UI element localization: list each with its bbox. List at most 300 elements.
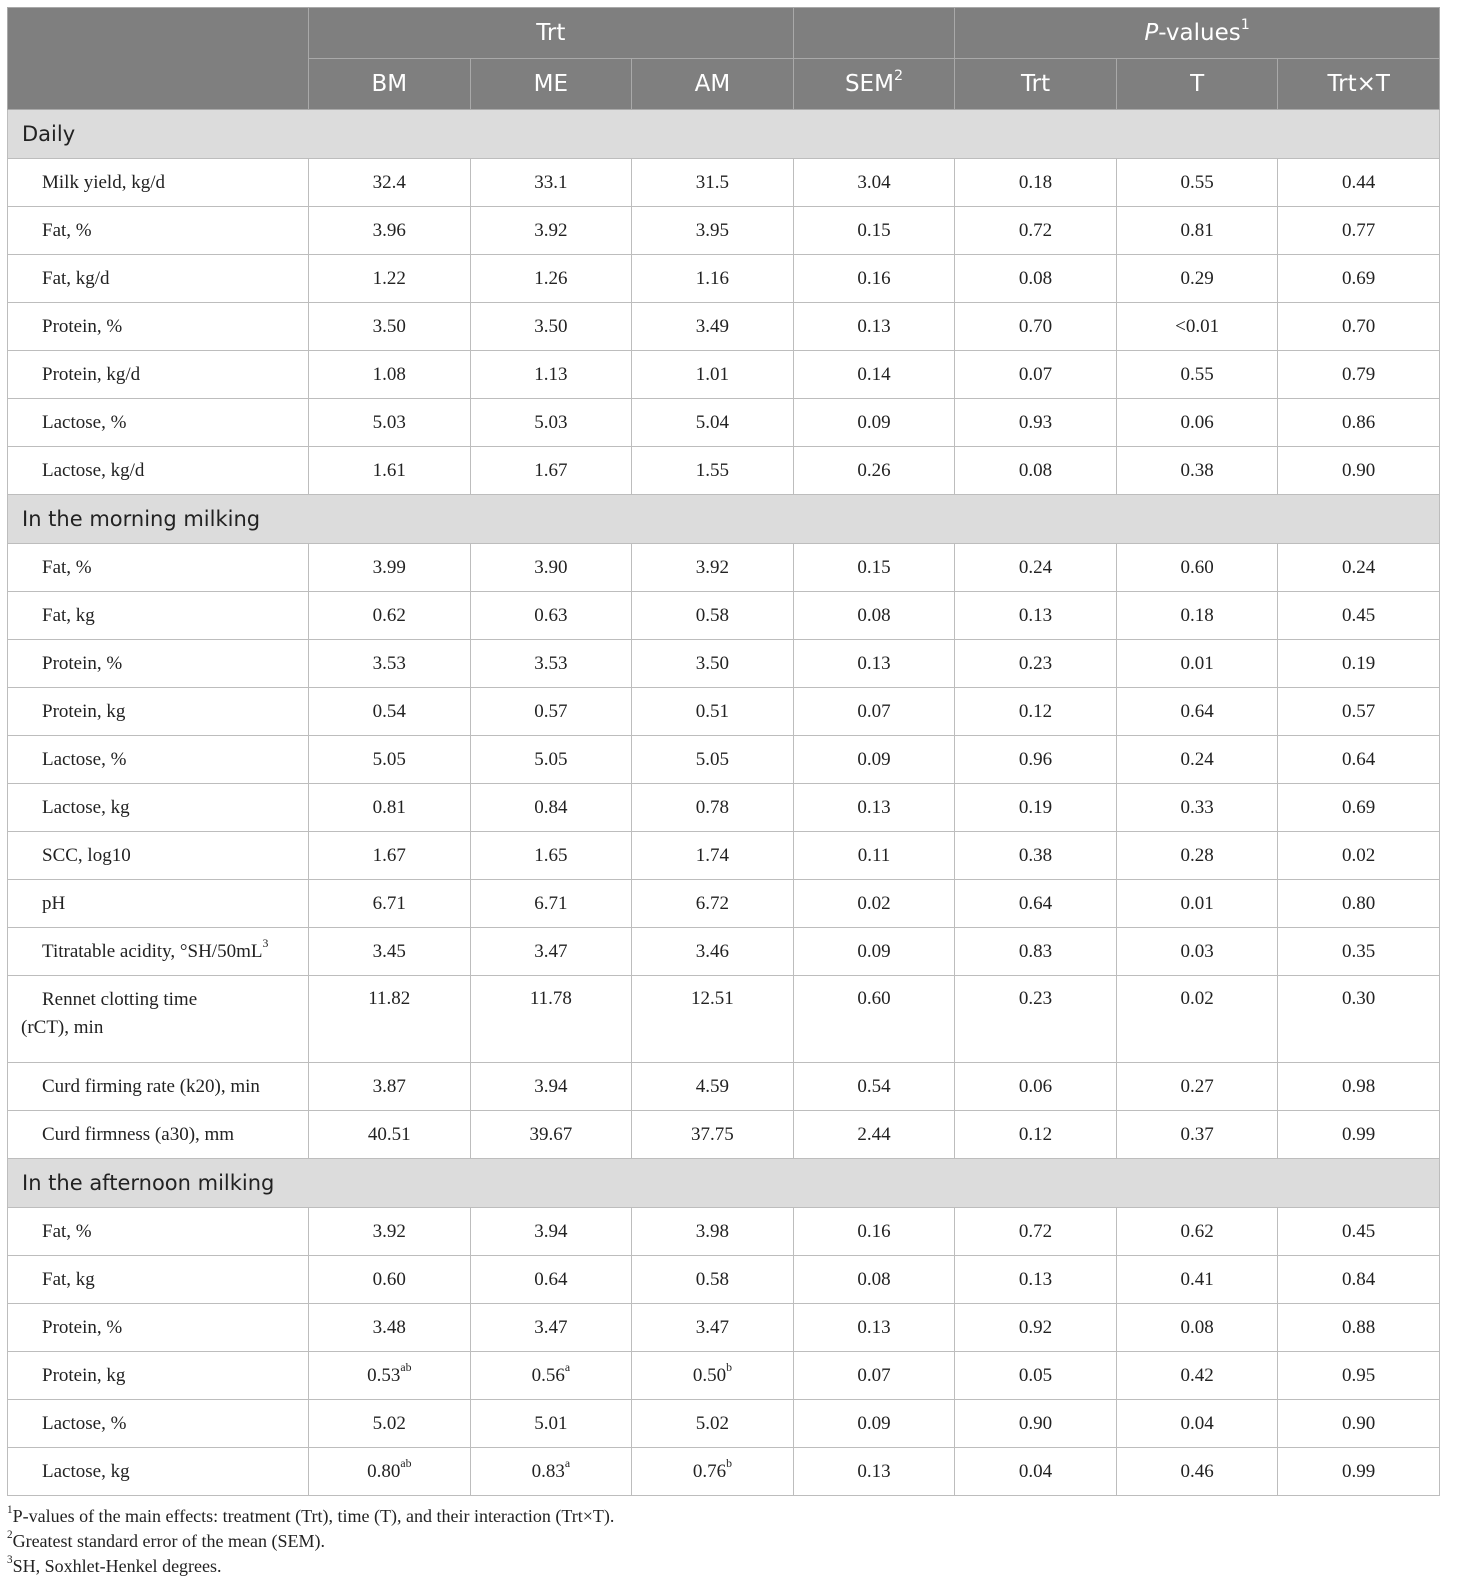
cell-me bbox=[470, 1304, 632, 1352]
table-row bbox=[8, 159, 1440, 207]
cell-value: 0.90 bbox=[1018, 1412, 1053, 1434]
cell-value: 0.02 bbox=[1180, 988, 1214, 1009]
cell-value: 0.13 bbox=[857, 1316, 891, 1338]
table-header bbox=[8, 8, 1440, 110]
cell-p-t bbox=[1116, 159, 1278, 207]
footnotes bbox=[7, 1504, 1439, 1579]
row-label-text: Fat, kg bbox=[42, 1268, 95, 1290]
section-row bbox=[8, 495, 1440, 544]
cell-sem bbox=[793, 351, 955, 399]
cell-value: 0.81 bbox=[1180, 219, 1214, 241]
cell-value: 0.13 bbox=[1018, 604, 1053, 626]
cell-value: 3.47 bbox=[534, 1316, 568, 1338]
cell-value: 0.02 bbox=[857, 892, 891, 914]
cell-sem bbox=[793, 832, 955, 880]
cell-value: 0.50 bbox=[692, 1364, 727, 1386]
row-label bbox=[8, 1063, 309, 1111]
cell-value: 5.03 bbox=[372, 411, 406, 433]
cell-p-trt-x-t bbox=[1278, 928, 1440, 976]
cell-value: 3.50 bbox=[695, 652, 730, 674]
cell-am bbox=[632, 1352, 794, 1400]
table-row bbox=[8, 544, 1440, 592]
pvalues-italic-p: P bbox=[1144, 20, 1159, 46]
cell-value: 5.05 bbox=[695, 748, 730, 770]
cell-value: 0.60 bbox=[1180, 556, 1214, 578]
cell-value: 0.90 bbox=[1342, 459, 1376, 481]
col-header-t: T bbox=[1116, 59, 1278, 110]
row-label bbox=[8, 1448, 309, 1496]
row-label bbox=[8, 784, 309, 832]
row-label-text: Curd firmness (a30), mm bbox=[42, 1123, 235, 1145]
cell-value: 32.4 bbox=[372, 171, 406, 193]
cell-am bbox=[632, 544, 794, 592]
row-label bbox=[8, 399, 309, 447]
cell-p-trt-x-t bbox=[1278, 880, 1440, 928]
cell-value: 0.53 bbox=[367, 1364, 401, 1386]
cell-value: 0.27 bbox=[1180, 1075, 1214, 1097]
cell-value: 0.69 bbox=[1342, 796, 1376, 818]
table-body bbox=[8, 110, 1440, 1496]
row-label bbox=[8, 1111, 309, 1159]
table-row bbox=[8, 1400, 1440, 1448]
table-row bbox=[8, 1111, 1440, 1159]
table-row bbox=[8, 447, 1440, 495]
cell-p-trt-x-t bbox=[1278, 1400, 1440, 1448]
cell-sem bbox=[793, 1304, 955, 1352]
row-label-text: Curd firming rate (k20), min bbox=[42, 1075, 260, 1097]
cell-value: 0.23 bbox=[1018, 988, 1053, 1009]
row-label bbox=[8, 688, 309, 736]
row-label bbox=[8, 544, 309, 592]
cell-p-trt-x-t bbox=[1278, 1256, 1440, 1304]
cell-me bbox=[470, 1111, 632, 1159]
cell-value: 5.05 bbox=[534, 748, 568, 770]
footnote-mark: 1 bbox=[7, 1504, 13, 1517]
cell-p-trt-x-t bbox=[1278, 255, 1440, 303]
cell-p-trt-x-t bbox=[1278, 592, 1440, 640]
cell-value: 0.02 bbox=[1342, 844, 1376, 866]
cell-p-t bbox=[1116, 976, 1278, 1063]
cell-am bbox=[632, 592, 794, 640]
cell-value: 3.95 bbox=[695, 219, 730, 241]
cell-bm bbox=[309, 159, 471, 207]
cell-p-t bbox=[1116, 832, 1278, 880]
row-label-text: Lactose, % bbox=[42, 411, 127, 433]
row-label bbox=[8, 880, 309, 928]
cell-value: 5.05 bbox=[372, 748, 406, 770]
row-label-text: Fat, % bbox=[42, 219, 92, 241]
cell-value: 0.64 bbox=[1342, 748, 1376, 770]
table-row bbox=[8, 207, 1440, 255]
cell-sem bbox=[793, 303, 955, 351]
row-label bbox=[8, 207, 309, 255]
cell-p-trt-x-t bbox=[1278, 207, 1440, 255]
cell-value: 0.58 bbox=[695, 604, 730, 626]
row-label-text: Lactose, kg/d bbox=[42, 459, 145, 481]
cell-p-trt-x-t bbox=[1278, 399, 1440, 447]
cell-bm bbox=[309, 1208, 471, 1256]
cell-value: 6.72 bbox=[695, 892, 730, 914]
cell-p-trt bbox=[955, 784, 1117, 832]
cell-sem bbox=[793, 736, 955, 784]
row-label bbox=[8, 255, 309, 303]
row-label bbox=[8, 976, 309, 1063]
cell-superscript: ab bbox=[400, 1457, 412, 1471]
cell-value: 0.13 bbox=[857, 796, 891, 818]
cell-p-trt bbox=[955, 1063, 1117, 1111]
cell-bm bbox=[309, 351, 471, 399]
row-label-text: Milk yield, kg/d bbox=[42, 171, 165, 193]
cell-value: 3.96 bbox=[372, 219, 406, 241]
cell-me bbox=[470, 688, 632, 736]
table-row bbox=[8, 688, 1440, 736]
row-label bbox=[8, 928, 309, 976]
cell-value: 31.5 bbox=[695, 171, 730, 193]
cell-value: 0.09 bbox=[857, 1412, 891, 1434]
cell-p-trt-x-t bbox=[1278, 976, 1440, 1063]
cell-value: 1.55 bbox=[695, 459, 730, 481]
cell-value: 3.48 bbox=[372, 1316, 406, 1338]
cell-value: 0.24 bbox=[1180, 748, 1214, 770]
cell-value: 3.53 bbox=[372, 652, 406, 674]
cell-value: 0.72 bbox=[1018, 1220, 1053, 1242]
table-row bbox=[8, 1256, 1440, 1304]
cell-value: 0.01 bbox=[1180, 892, 1214, 914]
cell-p-trt bbox=[955, 592, 1117, 640]
cell-p-trt-x-t bbox=[1278, 159, 1440, 207]
table-row bbox=[8, 784, 1440, 832]
cell-p-trt bbox=[955, 1352, 1117, 1400]
cell-p-trt bbox=[955, 640, 1117, 688]
cell-bm bbox=[309, 688, 471, 736]
cell-me bbox=[470, 832, 632, 880]
table-row bbox=[8, 399, 1440, 447]
header-group-trt: Trt bbox=[309, 8, 794, 59]
row-label-text: Protein, % bbox=[42, 652, 123, 674]
col-header-trt-x-t: Trt×T bbox=[1278, 59, 1440, 110]
cell-p-trt bbox=[955, 399, 1117, 447]
cell-value: 0.08 bbox=[857, 1268, 891, 1290]
row-label bbox=[8, 1304, 309, 1352]
cell-value: 0.84 bbox=[1342, 1268, 1376, 1290]
row-label-text: Fat, kg bbox=[42, 604, 95, 626]
cell-value: 1.67 bbox=[534, 459, 568, 481]
col-header-sem bbox=[793, 59, 955, 110]
cell-sem bbox=[793, 399, 955, 447]
cell-value: 0.11 bbox=[857, 844, 891, 866]
cell-p-trt bbox=[955, 976, 1117, 1063]
footnote-text: P-values of the main effects: treatment (Trt), time (T), and their interaction (Trt×T). bbox=[12, 1506, 615, 1526]
cell-bm bbox=[309, 1304, 471, 1352]
cell-value: 0.95 bbox=[1342, 1364, 1376, 1386]
cell-value: 0.46 bbox=[1180, 1460, 1214, 1482]
cell-value: 3.90 bbox=[534, 556, 568, 578]
row-label bbox=[8, 736, 309, 784]
cell-p-t bbox=[1116, 928, 1278, 976]
cell-p-t bbox=[1116, 1111, 1278, 1159]
cell-value: 0.12 bbox=[1018, 1123, 1053, 1145]
cell-value: 0.04 bbox=[1180, 1412, 1214, 1434]
cell-am bbox=[632, 1208, 794, 1256]
cell-bm bbox=[309, 447, 471, 495]
cell-value: 0.41 bbox=[1180, 1268, 1214, 1290]
cell-me bbox=[470, 784, 632, 832]
cell-p-trt bbox=[955, 928, 1117, 976]
cell-am bbox=[632, 928, 794, 976]
cell-value: 1.61 bbox=[372, 459, 406, 481]
cell-p-trt bbox=[955, 303, 1117, 351]
cell-value: 0.07 bbox=[857, 700, 891, 722]
cell-am bbox=[632, 1063, 794, 1111]
cell-value: 3.47 bbox=[534, 940, 568, 962]
cell-value: 0.09 bbox=[857, 940, 891, 962]
cell-value: 0.84 bbox=[534, 796, 568, 818]
cell-p-trt bbox=[955, 447, 1117, 495]
cell-sem bbox=[793, 976, 955, 1063]
section-title: In the morning milking bbox=[8, 495, 1440, 544]
cell-am bbox=[632, 640, 794, 688]
table-row bbox=[8, 592, 1440, 640]
cell-value: 0.54 bbox=[857, 1075, 891, 1097]
cell-value: 0.60 bbox=[857, 988, 891, 1009]
cell-bm bbox=[309, 303, 471, 351]
cell-p-trt bbox=[955, 544, 1117, 592]
cell-value: 1.08 bbox=[372, 363, 406, 385]
cell-sem bbox=[793, 1400, 955, 1448]
cell-value: 3.94 bbox=[534, 1075, 568, 1097]
cell-me bbox=[470, 255, 632, 303]
cell-bm bbox=[309, 784, 471, 832]
row-label bbox=[8, 1256, 309, 1304]
cell-value: 1.67 bbox=[372, 844, 406, 866]
cell-bm bbox=[309, 640, 471, 688]
cell-p-t bbox=[1116, 399, 1278, 447]
row-label-text: Lactose, kg bbox=[42, 796, 130, 818]
cell-value: 0.64 bbox=[534, 1268, 568, 1290]
cell-bm bbox=[309, 1111, 471, 1159]
cell-me bbox=[470, 976, 632, 1063]
cell-value: 1.74 bbox=[695, 844, 730, 866]
cell-value: 0.92 bbox=[1018, 1316, 1053, 1338]
cell-bm bbox=[309, 255, 471, 303]
cell-value: 0.08 bbox=[1018, 459, 1053, 481]
cell-bm bbox=[309, 1448, 471, 1496]
cell-value: 0.24 bbox=[1342, 556, 1376, 578]
cell-sem bbox=[793, 1256, 955, 1304]
cell-value: 0.03 bbox=[1180, 940, 1214, 962]
cell-p-trt bbox=[955, 1208, 1117, 1256]
cell-sem bbox=[793, 255, 955, 303]
cell-value: 1.13 bbox=[534, 363, 568, 385]
row-label bbox=[8, 640, 309, 688]
cell-value: 0.64 bbox=[1018, 892, 1053, 914]
cell-p-trt bbox=[955, 351, 1117, 399]
cell-value: 0.98 bbox=[1342, 1075, 1376, 1097]
cell-value: 0.29 bbox=[1180, 267, 1214, 289]
cell-me bbox=[470, 1063, 632, 1111]
table-row bbox=[8, 351, 1440, 399]
cell-p-trt-x-t bbox=[1278, 1352, 1440, 1400]
cell-value: 0.26 bbox=[857, 459, 891, 481]
table-row bbox=[8, 1304, 1440, 1352]
cell-bm bbox=[309, 928, 471, 976]
cell-value: 0.56 bbox=[531, 1364, 565, 1386]
cell-value: 0.07 bbox=[857, 1364, 891, 1386]
cell-value: 3.50 bbox=[534, 315, 568, 337]
cell-value: 0.57 bbox=[1342, 700, 1376, 722]
header-corner-cell bbox=[8, 8, 309, 110]
cell-value: 0.60 bbox=[372, 1268, 406, 1290]
row-label bbox=[8, 1400, 309, 1448]
table-row bbox=[8, 640, 1440, 688]
cell-p-t bbox=[1116, 784, 1278, 832]
cell-value: 0.58 bbox=[695, 1268, 730, 1290]
cell-value: 0.14 bbox=[857, 363, 891, 385]
cell-p-trt-x-t bbox=[1278, 1208, 1440, 1256]
cell-bm bbox=[309, 832, 471, 880]
pvalues-rest: -values bbox=[1158, 20, 1241, 46]
cell-value: 0.99 bbox=[1342, 1123, 1376, 1145]
cell-sem bbox=[793, 1352, 955, 1400]
cell-value: 0.77 bbox=[1342, 219, 1376, 241]
cell-p-trt-x-t bbox=[1278, 303, 1440, 351]
cell-value: 0.13 bbox=[857, 652, 891, 674]
milk-composition-table bbox=[7, 7, 1440, 1496]
cell-value: 0.05 bbox=[1018, 1364, 1053, 1386]
cell-value: 0.38 bbox=[1018, 844, 1053, 866]
cell-value: 3.47 bbox=[695, 1316, 730, 1338]
cell-bm bbox=[309, 592, 471, 640]
cell-value: 0.70 bbox=[1342, 315, 1376, 337]
cell-p-t bbox=[1116, 303, 1278, 351]
cell-p-t bbox=[1116, 880, 1278, 928]
cell-value: 0.15 bbox=[857, 556, 891, 578]
cell-value: 5.03 bbox=[534, 411, 568, 433]
cell-value: 0.35 bbox=[1342, 940, 1376, 962]
cell-p-trt bbox=[955, 1111, 1117, 1159]
cell-sem bbox=[793, 592, 955, 640]
cell-value: 3.92 bbox=[372, 1220, 406, 1242]
cell-value: 0.86 bbox=[1342, 411, 1376, 433]
cell-sem bbox=[793, 1063, 955, 1111]
cell-am bbox=[632, 447, 794, 495]
cell-value: 1.65 bbox=[534, 844, 568, 866]
cell-value: 3.45 bbox=[372, 940, 406, 962]
cell-p-trt-x-t bbox=[1278, 1111, 1440, 1159]
cell-value: 3.92 bbox=[534, 219, 568, 241]
cell-value: 0.55 bbox=[1180, 363, 1214, 385]
row-label bbox=[8, 832, 309, 880]
cell-value: 1.01 bbox=[695, 363, 730, 385]
sem-footnote-mark: 2 bbox=[893, 68, 904, 85]
cell-value: 0.80 bbox=[367, 1460, 401, 1482]
cell-bm bbox=[309, 1063, 471, 1111]
cell-p-trt-x-t bbox=[1278, 640, 1440, 688]
cell-superscript: a bbox=[564, 1457, 571, 1471]
table-row bbox=[8, 255, 1440, 303]
cell-me bbox=[470, 928, 632, 976]
cell-p-trt-x-t bbox=[1278, 351, 1440, 399]
cell-value: 0.09 bbox=[857, 748, 891, 770]
row-label bbox=[8, 351, 309, 399]
row-label-text: pH bbox=[42, 892, 66, 914]
table-row bbox=[8, 1063, 1440, 1111]
cell-p-trt-x-t bbox=[1278, 544, 1440, 592]
cell-value: 33.1 bbox=[534, 171, 568, 193]
cell-am bbox=[632, 303, 794, 351]
cell-me bbox=[470, 1256, 632, 1304]
table-row bbox=[8, 928, 1440, 976]
cell-me bbox=[470, 1400, 632, 1448]
footnote-text: SH, Soxhlet-Henkel degrees. bbox=[12, 1556, 222, 1576]
row-label-text: Protein, % bbox=[42, 315, 123, 337]
cell-p-trt bbox=[955, 688, 1117, 736]
row-label-text: Lactose, % bbox=[42, 748, 127, 770]
cell-value: 6.71 bbox=[534, 892, 568, 914]
cell-p-trt-x-t bbox=[1278, 784, 1440, 832]
row-label bbox=[8, 1208, 309, 1256]
cell-value: 0.78 bbox=[695, 796, 730, 818]
cell-value: 1.26 bbox=[534, 267, 568, 289]
cell-bm bbox=[309, 544, 471, 592]
cell-value: 3.53 bbox=[534, 652, 568, 674]
footnote-1 bbox=[7, 1504, 1439, 1529]
row-label-text: Protein, % bbox=[42, 1316, 123, 1338]
cell-value: 37.75 bbox=[691, 1123, 734, 1145]
cell-me bbox=[470, 736, 632, 784]
cell-bm bbox=[309, 976, 471, 1063]
cell-bm bbox=[309, 207, 471, 255]
pvalues-footnote-mark: 1 bbox=[1240, 17, 1250, 34]
table-row bbox=[8, 1352, 1440, 1400]
cell-value: 0.07 bbox=[1018, 363, 1053, 385]
cell-superscript: ab bbox=[400, 1361, 412, 1375]
cell-p-t bbox=[1116, 1304, 1278, 1352]
cell-value: 0.62 bbox=[372, 604, 406, 626]
cell-value: 0.12 bbox=[1018, 700, 1053, 722]
cell-value: 0.83 bbox=[1018, 940, 1053, 962]
cell-value: 0.55 bbox=[1180, 171, 1214, 193]
cell-me bbox=[470, 303, 632, 351]
row-label bbox=[8, 1352, 309, 1400]
cell-value: 0.76 bbox=[692, 1460, 727, 1482]
cell-value: 5.02 bbox=[695, 1412, 730, 1434]
cell-value: 3.87 bbox=[372, 1075, 406, 1097]
cell-value: 0.83 bbox=[531, 1460, 565, 1482]
cell-p-t bbox=[1116, 207, 1278, 255]
cell-value: 0.63 bbox=[534, 604, 568, 626]
cell-sem bbox=[793, 159, 955, 207]
row-label-text: Fat, kg/d bbox=[42, 267, 110, 289]
cell-bm bbox=[309, 399, 471, 447]
cell-p-trt bbox=[955, 1256, 1117, 1304]
cell-p-t bbox=[1116, 255, 1278, 303]
cell-me bbox=[470, 592, 632, 640]
cell-value: 0.33 bbox=[1180, 796, 1214, 818]
cell-value: 0.81 bbox=[372, 796, 406, 818]
row-label-text: Protein, kg bbox=[42, 700, 126, 722]
cell-value: 5.04 bbox=[695, 411, 730, 433]
table-row bbox=[8, 303, 1440, 351]
table-row bbox=[8, 976, 1440, 1063]
footnote-3 bbox=[7, 1554, 1439, 1579]
footnote-text: Greatest standard error of the mean (SEM). bbox=[12, 1531, 325, 1551]
cell-sem bbox=[793, 544, 955, 592]
cell-p-trt-x-t bbox=[1278, 1448, 1440, 1496]
cell-am bbox=[632, 159, 794, 207]
row-label-text: SCC, log10 bbox=[42, 844, 131, 866]
cell-am bbox=[632, 1448, 794, 1496]
